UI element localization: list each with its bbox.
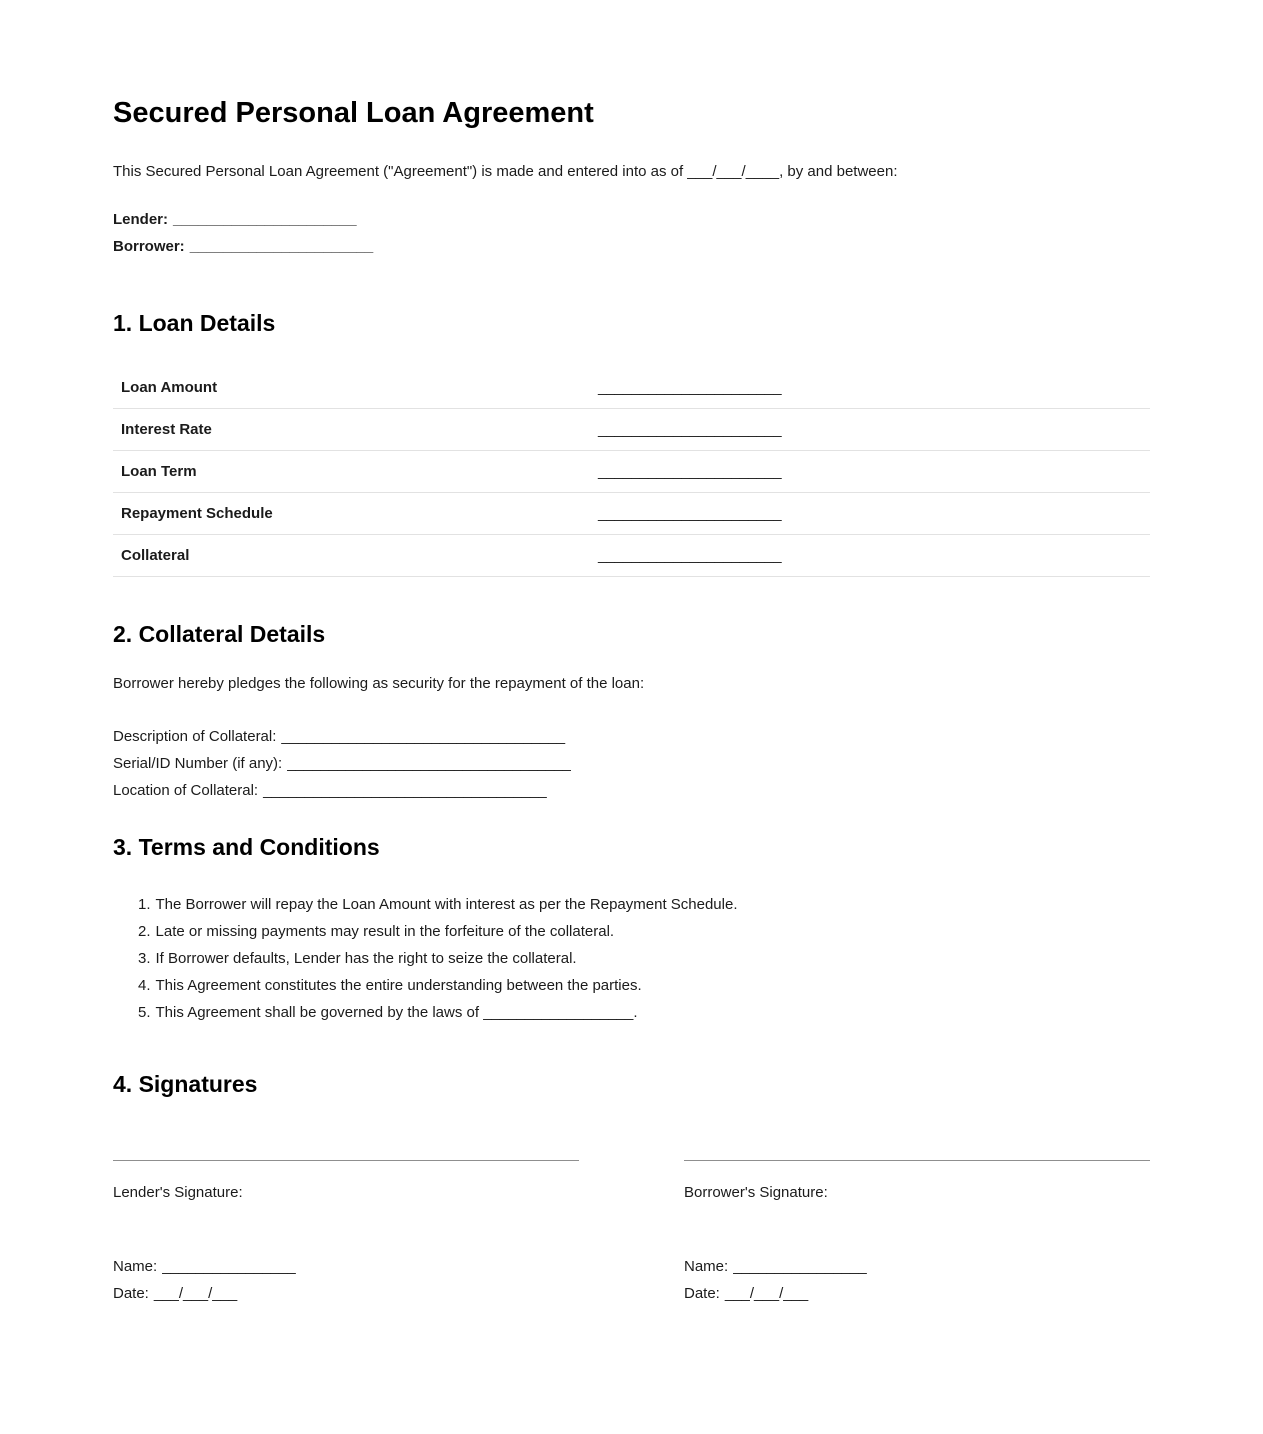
table-row (113, 451, 1150, 493)
borrower-signature-block (684, 1160, 1150, 1307)
lender-date-label: Date: (113, 1285, 149, 1302)
term-text: This Agreement shall be governed by the laws of __________________. (155, 1004, 638, 1021)
collateral-fields (113, 723, 1150, 804)
serial-label: Serial/ID Number (if any): (113, 755, 283, 772)
section-signatures (113, 1071, 1150, 1307)
table-row (113, 535, 1150, 577)
borrower-name-line (684, 1253, 1150, 1280)
collateral-field-description (113, 723, 1150, 750)
term-number: 2. (138, 923, 151, 940)
lender-name-blank: ________________ (162, 1258, 296, 1275)
lender-signature-fields (113, 1253, 579, 1307)
lender-date-blank: ___/___/___ (153, 1285, 238, 1302)
term-text: If Borrower defaults, Lender has the right to seize the collateral. (155, 950, 577, 967)
lender-blank: ______________________ (173, 211, 357, 228)
term-number: 1. (138, 896, 151, 913)
term-number: 4. (138, 977, 151, 994)
lender-date-line (113, 1280, 579, 1307)
list-item (113, 972, 1150, 999)
loan-row-label: Loan Amount (121, 379, 218, 396)
collateral-intro: Borrower hereby pledges the following as security for the repayment of the loan: (113, 675, 645, 692)
table-row (113, 367, 1150, 409)
loan-row-label: Interest Rate (121, 421, 212, 438)
borrower-label: Borrower: (113, 238, 185, 255)
borrower-date-blank: ___/___/___ (724, 1285, 809, 1302)
term-text: Late or missing payments may result in the forfeiture of the collateral. (155, 923, 615, 940)
borrower-line (113, 233, 1150, 260)
loan-row-label: Collateral (121, 547, 190, 564)
location-label: Location of Collateral: (113, 782, 259, 799)
lender-line (113, 206, 1150, 233)
term-text: This Agreement constitutes the entire understanding between the parties. (155, 977, 642, 994)
borrower-blank: ______________________ (189, 238, 374, 255)
section-collateral-details (113, 621, 1150, 804)
list-item (113, 999, 1150, 1026)
intro-paragraph: This Secured Personal Loan Agreement ("Agreement") is made and entered into as of ___/___/____, by and between: (113, 163, 898, 180)
collateral-field-location (113, 777, 1150, 804)
terms-list (113, 891, 1150, 1026)
collateral-details-heading: 2. Collateral Details (113, 621, 326, 647)
table-row (113, 493, 1150, 535)
lender-name-line (113, 1253, 579, 1280)
borrower-name-label: Name: (684, 1258, 729, 1275)
lender-name-label: Name: (113, 1258, 158, 1275)
document-title: Secured Personal Loan Agreement (113, 97, 594, 129)
signature-grid (113, 1160, 1150, 1307)
borrower-signature-label: Borrower's Signature: (684, 1184, 828, 1201)
loan-row-blank: ______________________ (598, 421, 782, 438)
loan-details-heading: 1. Loan Details (113, 310, 276, 336)
borrower-signature-fields (684, 1253, 1150, 1307)
description-label: Description of Collateral: (113, 728, 277, 745)
section-loan-details (113, 310, 1150, 577)
loan-row-label: Repayment Schedule (121, 505, 273, 522)
list-item (113, 945, 1150, 972)
loan-row-label: Loan Term (121, 463, 197, 480)
term-text: The Borrower will repay the Loan Amount with interest as per the Repayment Schedule. (155, 896, 738, 913)
serial-blank: __________________________________ (287, 755, 571, 772)
loan-row-blank: ______________________ (598, 547, 782, 564)
lender-label: Lender: (113, 211, 169, 228)
loan-row-blank: ______________________ (598, 379, 782, 396)
location-blank: __________________________________ (263, 782, 547, 799)
term-number: 5. (138, 1004, 151, 1021)
signatures-heading: 4. Signatures (113, 1071, 258, 1097)
loan-details-table (113, 367, 1150, 577)
loan-row-blank: ______________________ (598, 463, 782, 480)
description-blank: __________________________________ (281, 728, 566, 745)
loan-row-blank: ______________________ (598, 505, 782, 522)
terms-heading: 3. Terms and Conditions (113, 834, 380, 860)
borrower-date-line (684, 1280, 1150, 1307)
collateral-field-serial (113, 750, 1150, 777)
borrower-date-label: Date: (684, 1285, 720, 1302)
borrower-name-blank: ________________ (733, 1258, 867, 1275)
term-number: 3. (138, 950, 151, 967)
lender-signature-block (113, 1160, 579, 1307)
lender-signature-label: Lender's Signature: (113, 1184, 243, 1201)
section-terms (113, 834, 1150, 1026)
list-item (113, 891, 1150, 918)
list-item (113, 918, 1150, 945)
table-row (113, 409, 1150, 451)
